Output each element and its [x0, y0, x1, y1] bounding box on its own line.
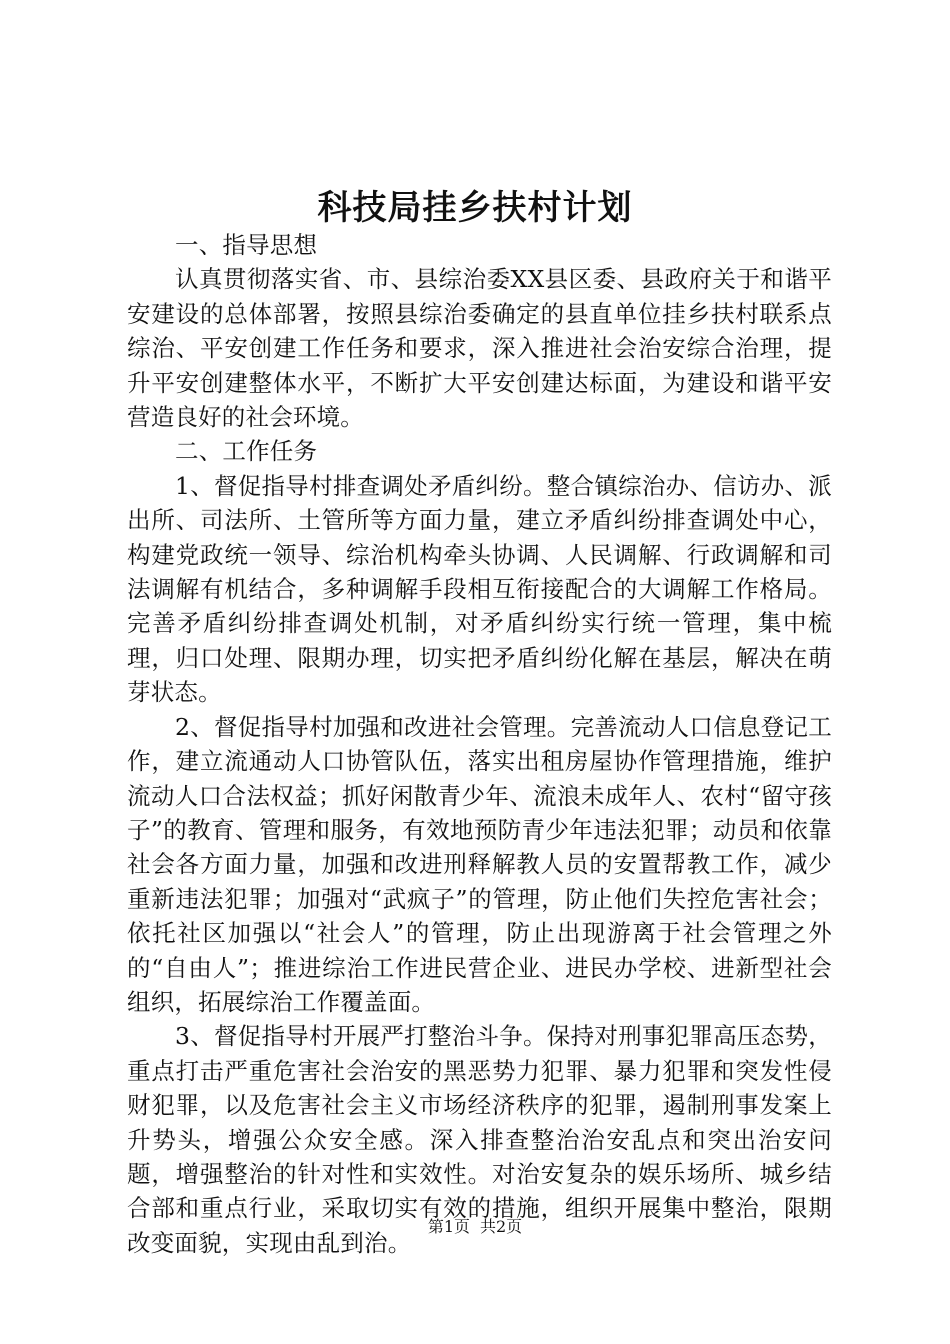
page-footer [0, 1216, 950, 1238]
page-number: 第1页 [427, 1217, 470, 1236]
section-heading: 一、指导思想 [175, 231, 318, 259]
document-title: 科技局挂乡扶村计划 [317, 188, 633, 228]
paragraph: 2、督促指导村加强和改进社会管理。完善流动人口信息登记工作，建立流通动人口协管队伍，落实出租房屋协作管理措施，维护流动人口合法权益；抓好闲散青少年、流浪未成年人、农村“留守孩子”的教育、管理和服务，有效地预防青少年违法犯罪；动员和依靠社会各方面力量，加强和改进刑释解教人员的安置帮教工作，减少重新违法犯罪；加强对“武疯子”的管理，防止他们失控危害社会；依托社区加强以“社会人”的管理，防止出现游离于社会管理之外的“自由人”；推进综治工作进民营企业、进民办学校、进新型社会组织，拓展综治工作覆盖面。 [127, 712, 832, 1016]
paragraph: 认真贯彻落实省、市、县综治委XX县区委、县政府关于和谐平安建设的总体部署，按照县综治委确定的县直单位挂乡扶村联系点综治、平安创建工作任务和要求，深入推进社会治安综合治理，提升平安创建整体水平，不断扩大平安创建达标面，为建设和谐平安营造良好的社会环境。 [127, 265, 832, 432]
paragraph: 1、督促指导村排查调处矛盾纠纷。整合镇综治办、信访办、派出所、司法所、土管所等方面力量，建立矛盾纠纷排查调处中心，构建党政统一领导、综治机构牵头协调、人民调解、行政调解和司法调解有机结合，多种调解手段相互衔接配合的大调解工作格局。完善矛盾纠纷排查调处机制，对矛盾纠纷实行统一管理，集中梳理，归口处理、限期办理，切实把矛盾纠纷化解在基层，解决在萌芽状态。 [127, 471, 832, 707]
section-work-tasks [127, 434, 832, 1260]
paragraph: 3、督促指导村开展严打整治斗争。保持对刑事犯罪高压态势，重点打击严重危害社会治安的黑恶势力犯罪、暴力犯罪和突发性侵财犯罪，以及危害社会主义市场经济秩序的犯罪，遏制刑事发案上升势头，增强公众安全感。深入排查整治治安乱点和突出治安问题，增强整治的针对性和实效性。对治安复杂的娱乐场所、城乡结合部和重点行业，采取切实有效的措施，组织开展集中整治，限期改变面貌，实现由乱到治。 [127, 1022, 832, 1257]
page-total: 共2页 [480, 1217, 523, 1236]
document-body [127, 228, 832, 1260]
section-guiding-ideology [127, 228, 832, 434]
section-heading: 二、工作任务 [175, 437, 318, 466]
